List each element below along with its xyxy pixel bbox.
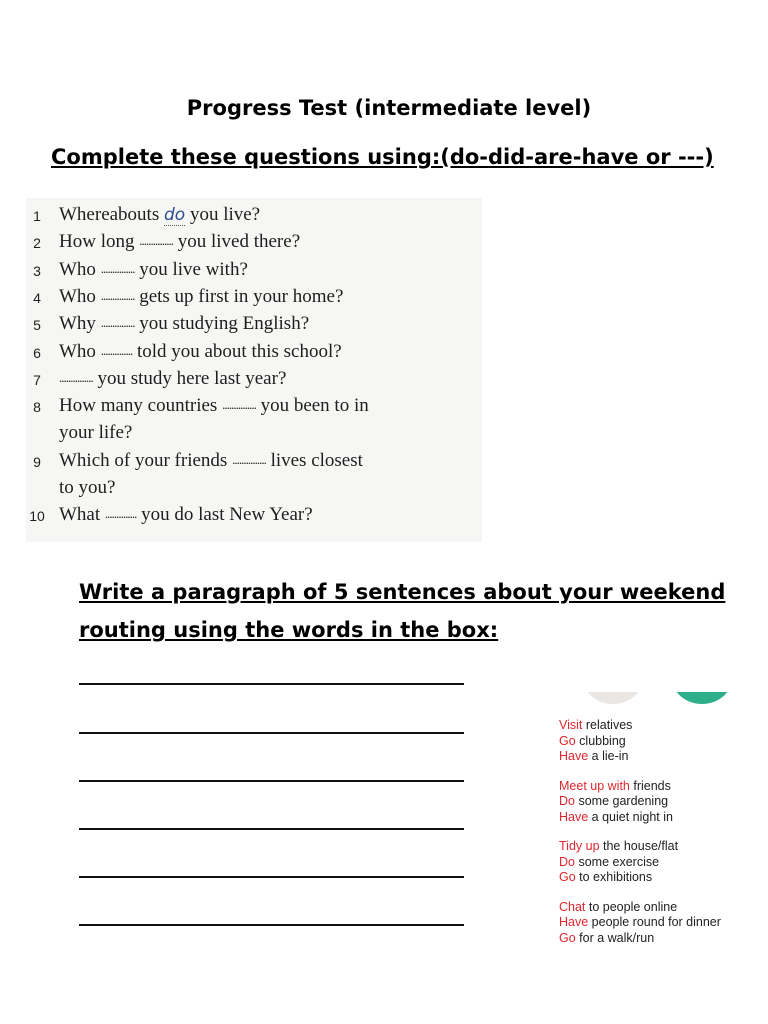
word-phrase xyxy=(559,810,673,824)
phrase-verb: Have xyxy=(559,915,589,929)
instruction-complete-questions: Complete these questions using:(do-did-are-have or ---) xyxy=(51,145,714,169)
question-number: 7 xyxy=(33,371,41,388)
question-after: gets up first in your home? xyxy=(134,285,344,307)
question-item xyxy=(26,259,482,287)
question-item xyxy=(26,341,482,369)
phrase-verb: Visit xyxy=(559,718,583,732)
phrase-rest: a quiet night in xyxy=(588,809,673,824)
question-before: Who xyxy=(59,285,101,307)
phrase-verb: Meet up with xyxy=(559,778,630,793)
word-phrase xyxy=(559,749,628,763)
phrase-rest: some gardening xyxy=(574,794,669,808)
example-answer: do xyxy=(163,205,186,225)
question-item xyxy=(26,368,482,396)
question-number: 1 xyxy=(33,208,41,224)
question-before: Why xyxy=(59,313,101,335)
question-text xyxy=(59,259,248,281)
question-before: How many countries xyxy=(59,395,223,417)
question-before: How long xyxy=(59,231,140,253)
question-after: you do last New Year? xyxy=(136,504,313,526)
word-phrase xyxy=(559,870,652,884)
question-number: 4 xyxy=(33,289,41,306)
phrase-rest: relatives xyxy=(582,718,633,732)
word-phrase xyxy=(559,931,654,945)
question-text-line2: your life? xyxy=(59,422,133,444)
questions-list xyxy=(26,198,482,542)
answer-line[interactable] xyxy=(79,780,464,782)
question-text xyxy=(59,231,300,253)
decorative-circle-grey xyxy=(583,692,643,704)
answer-line[interactable] xyxy=(79,732,464,734)
answer-line[interactable] xyxy=(79,828,464,830)
question-before: Which of your friends xyxy=(59,449,233,471)
question-after: you live with? xyxy=(134,258,248,280)
phrase-rest: to exhibitions xyxy=(575,870,653,884)
answer-blank[interactable]: .............. xyxy=(104,506,137,522)
word-phrase xyxy=(559,779,671,793)
word-phrase xyxy=(559,855,659,869)
phrase-verb: Have xyxy=(559,749,589,763)
question-number: 5 xyxy=(33,317,41,334)
question-number: 3 xyxy=(33,262,41,279)
question-before: Whereabouts xyxy=(59,204,164,225)
answer-blank[interactable]: ............... xyxy=(100,315,135,331)
phrase-rest: clubbing xyxy=(575,733,626,748)
question-number: 9 xyxy=(33,453,41,470)
phrase-verb: Do xyxy=(559,854,575,869)
word-box xyxy=(555,692,755,962)
phrase-rest: friends xyxy=(629,778,671,793)
phrase-verb: Have xyxy=(559,809,589,824)
phrase-rest: a lie-in xyxy=(588,749,629,763)
phrase-verb: Go xyxy=(559,930,576,945)
question-after: lives closest xyxy=(265,449,363,471)
question-number: 6 xyxy=(33,344,41,361)
question-after: you lived there? xyxy=(172,231,301,253)
phrase-verb: Tidy up xyxy=(559,839,600,853)
phrase-verb: Go xyxy=(559,733,576,748)
answer-blank[interactable]: ............... xyxy=(139,233,173,249)
answer-line[interactable] xyxy=(79,924,464,926)
answer-blank[interactable]: ............... xyxy=(100,260,135,276)
phrase-rest: to people online xyxy=(585,899,678,914)
question-text xyxy=(59,313,309,335)
word-phrase xyxy=(559,900,677,914)
question-text xyxy=(59,504,313,526)
word-phrase xyxy=(559,718,632,732)
question-before: What xyxy=(59,504,105,526)
question-item xyxy=(26,286,482,314)
question-item xyxy=(26,313,482,341)
question-number: 8 xyxy=(33,399,41,416)
question-after: told you about this school? xyxy=(132,340,342,362)
phrase-rest: some exercise xyxy=(574,854,660,869)
question-before: Who xyxy=(59,340,101,362)
question-before: Who xyxy=(59,258,101,280)
phrase-verb: Chat xyxy=(559,899,586,914)
question-text-line2: to you? xyxy=(59,477,116,498)
answer-blank[interactable]: ............... xyxy=(59,369,93,385)
phrase-rest: for a walk/run xyxy=(575,930,655,945)
question-after: you been to in xyxy=(255,395,369,417)
question-text xyxy=(59,368,286,390)
answer-blank[interactable]: .............. xyxy=(100,342,133,358)
phrase-verb: Do xyxy=(559,794,575,808)
question-text xyxy=(59,450,363,472)
answer-blank[interactable]: ............... xyxy=(100,287,135,303)
answer-blank[interactable]: ............... xyxy=(232,451,266,467)
question-text xyxy=(59,341,342,363)
question-continuation xyxy=(26,422,482,450)
question-after: you live? xyxy=(185,204,261,225)
question-item xyxy=(26,450,482,478)
question-continuation xyxy=(26,477,482,505)
phrase-rest: people round for dinner xyxy=(588,915,721,929)
question-item xyxy=(26,231,482,259)
question-text xyxy=(59,395,369,417)
phrase-rest: the house/flat xyxy=(599,839,679,853)
question-item xyxy=(26,204,482,232)
word-phrase xyxy=(559,734,626,748)
question-number: 10 xyxy=(29,508,45,525)
question-number: 2 xyxy=(33,235,41,252)
decorative-circle-green xyxy=(672,692,732,704)
word-phrase xyxy=(559,915,721,929)
answer-line[interactable] xyxy=(79,876,464,878)
question-text xyxy=(59,286,343,308)
question-text xyxy=(59,204,260,226)
answer-line[interactable] xyxy=(79,683,464,685)
question-after: you study here last year? xyxy=(92,367,287,389)
word-phrase xyxy=(559,794,668,808)
question-item xyxy=(26,504,482,532)
answer-blank[interactable]: ............... xyxy=(222,397,256,413)
question-item xyxy=(26,395,482,423)
phrase-verb: Go xyxy=(559,870,576,884)
page-title: Progress Test (intermediate level) xyxy=(186,96,592,120)
word-phrase xyxy=(559,839,678,853)
instruction-write-paragraph: Write a paragraph of 5 sentences about your weekend routing using the words in the box: xyxy=(79,580,726,642)
question-after: you studying English? xyxy=(134,313,310,335)
